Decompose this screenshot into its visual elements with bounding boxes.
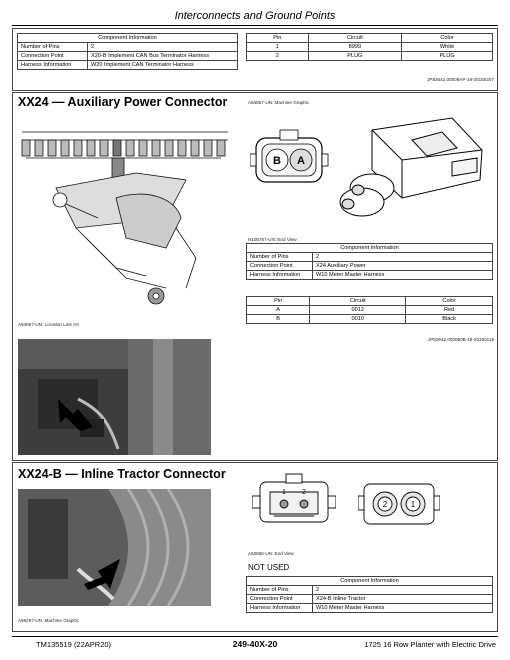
xx24-end-view-drawing bbox=[250, 120, 330, 200]
xx24b-end-view-drawing bbox=[252, 472, 336, 532]
top-component-table: Component Information Number of Pins 2 Connection Point X20-B Implement CAN Bus Terminator Harness Harness Information W20 Implement CAN Terminator Harness bbox=[17, 33, 238, 70]
component-header: Component Information bbox=[18, 34, 238, 43]
planter-line-art bbox=[16, 118, 234, 318]
footer-rule bbox=[12, 636, 498, 637]
xx24b-machine-photo bbox=[18, 489, 211, 606]
xx24-machine-photo bbox=[18, 339, 211, 455]
footer-manual-title: 1725 16 Row Planter with Electric Drive bbox=[364, 640, 496, 649]
xx24b-title: XX24-B — Inline Tractor Connector bbox=[18, 467, 226, 481]
xx24-ref: JP82642,000080B-19-20150119 bbox=[427, 337, 494, 342]
pin-label-a: A bbox=[297, 155, 305, 167]
xx24-pin-table: Pin Circuit Color A 0012 Red B 0010 Black bbox=[246, 296, 493, 324]
header-rule bbox=[12, 25, 498, 26]
top-pin-table: Pin Circuit Color 1 8999 White 2 PLUG PLUG bbox=[246, 33, 493, 61]
xx24-title: XX24 — Auxiliary Power Connector bbox=[18, 95, 228, 109]
xx24-connector-3d-drawing bbox=[332, 110, 492, 225]
xx24b-graphic-ref: A59297-UN: Machine Graphic bbox=[18, 618, 80, 623]
footer-page-number: 249-40X-20 bbox=[232, 639, 278, 649]
pin-label-1: 1 bbox=[282, 489, 286, 496]
xx24b-mating-view-drawing bbox=[358, 476, 440, 531]
xx24-component-table: Component Information Number of Pins 2 Connection Point X24 Auxiliary Power Harness Information W10 Meter Master Harness bbox=[246, 243, 493, 280]
xx24b-endview-ref: A62855-UN: End View bbox=[248, 551, 294, 556]
xx24-endview-ref: H105757-UN: End View bbox=[248, 237, 297, 242]
page-header-title: Interconnects and Ground Points bbox=[174, 10, 336, 22]
not-used-label: NOT USED bbox=[248, 563, 290, 572]
xx24-graphic-ref: A54857-UN: Machine Graphic bbox=[248, 100, 310, 105]
xx24-location-ref: A54967-UN: Location Line Art bbox=[18, 322, 79, 327]
mating-pin-label-2: 2 bbox=[382, 500, 388, 509]
footer-tm-number: TM135519 (22APR20) bbox=[36, 640, 112, 649]
mating-pin-label-1: 1 bbox=[410, 500, 416, 509]
pin-label-b: B bbox=[273, 155, 281, 167]
pin-label-2: 2 bbox=[302, 489, 306, 496]
top-ref: JP82642,00009AP-19-20150207 bbox=[427, 77, 494, 82]
xx24b-component-table: Component Information Number of Pins 2 Connection Point X24-B Inline Tractor Harness Information W10 Meter Master Harness bbox=[246, 576, 493, 613]
